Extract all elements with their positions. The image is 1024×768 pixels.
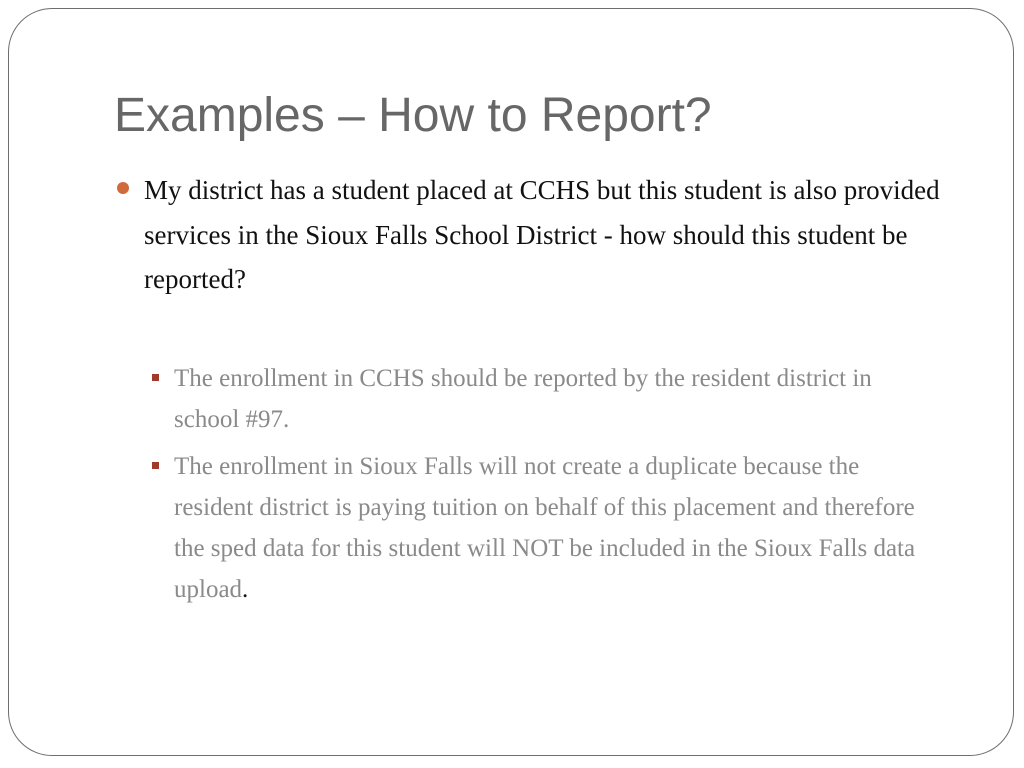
main-bullet-item [114, 168, 984, 302]
bullet-square-icon [152, 374, 159, 381]
sub-bullet-item [150, 358, 940, 440]
bullet-dot-icon [117, 182, 129, 194]
main-bullet-text: My district has a student placed at CCHS but this student is also provided services in the Sioux Falls School District - how should this student be reported? [144, 175, 940, 294]
sub-bullet-item [150, 446, 940, 610]
sub-bullet-list [150, 358, 940, 616]
slide-title: Examples – How to Report? [114, 89, 712, 142]
sub-bullet-text: The enrollment in CCHS should be reported by the resident district in school #97. [174, 365, 872, 433]
bullet-square-icon [152, 462, 159, 469]
sub-bullet-text: The enrollment in Sioux Falls will not create a duplicate because the resident district is paying tuition on behalf of this placement and therefore the sped data for this student will NOT be included in the Sioux Falls data upload [174, 453, 916, 603]
main-bullet-list [114, 168, 984, 302]
sub-bullet-suffix: . [242, 576, 249, 603]
